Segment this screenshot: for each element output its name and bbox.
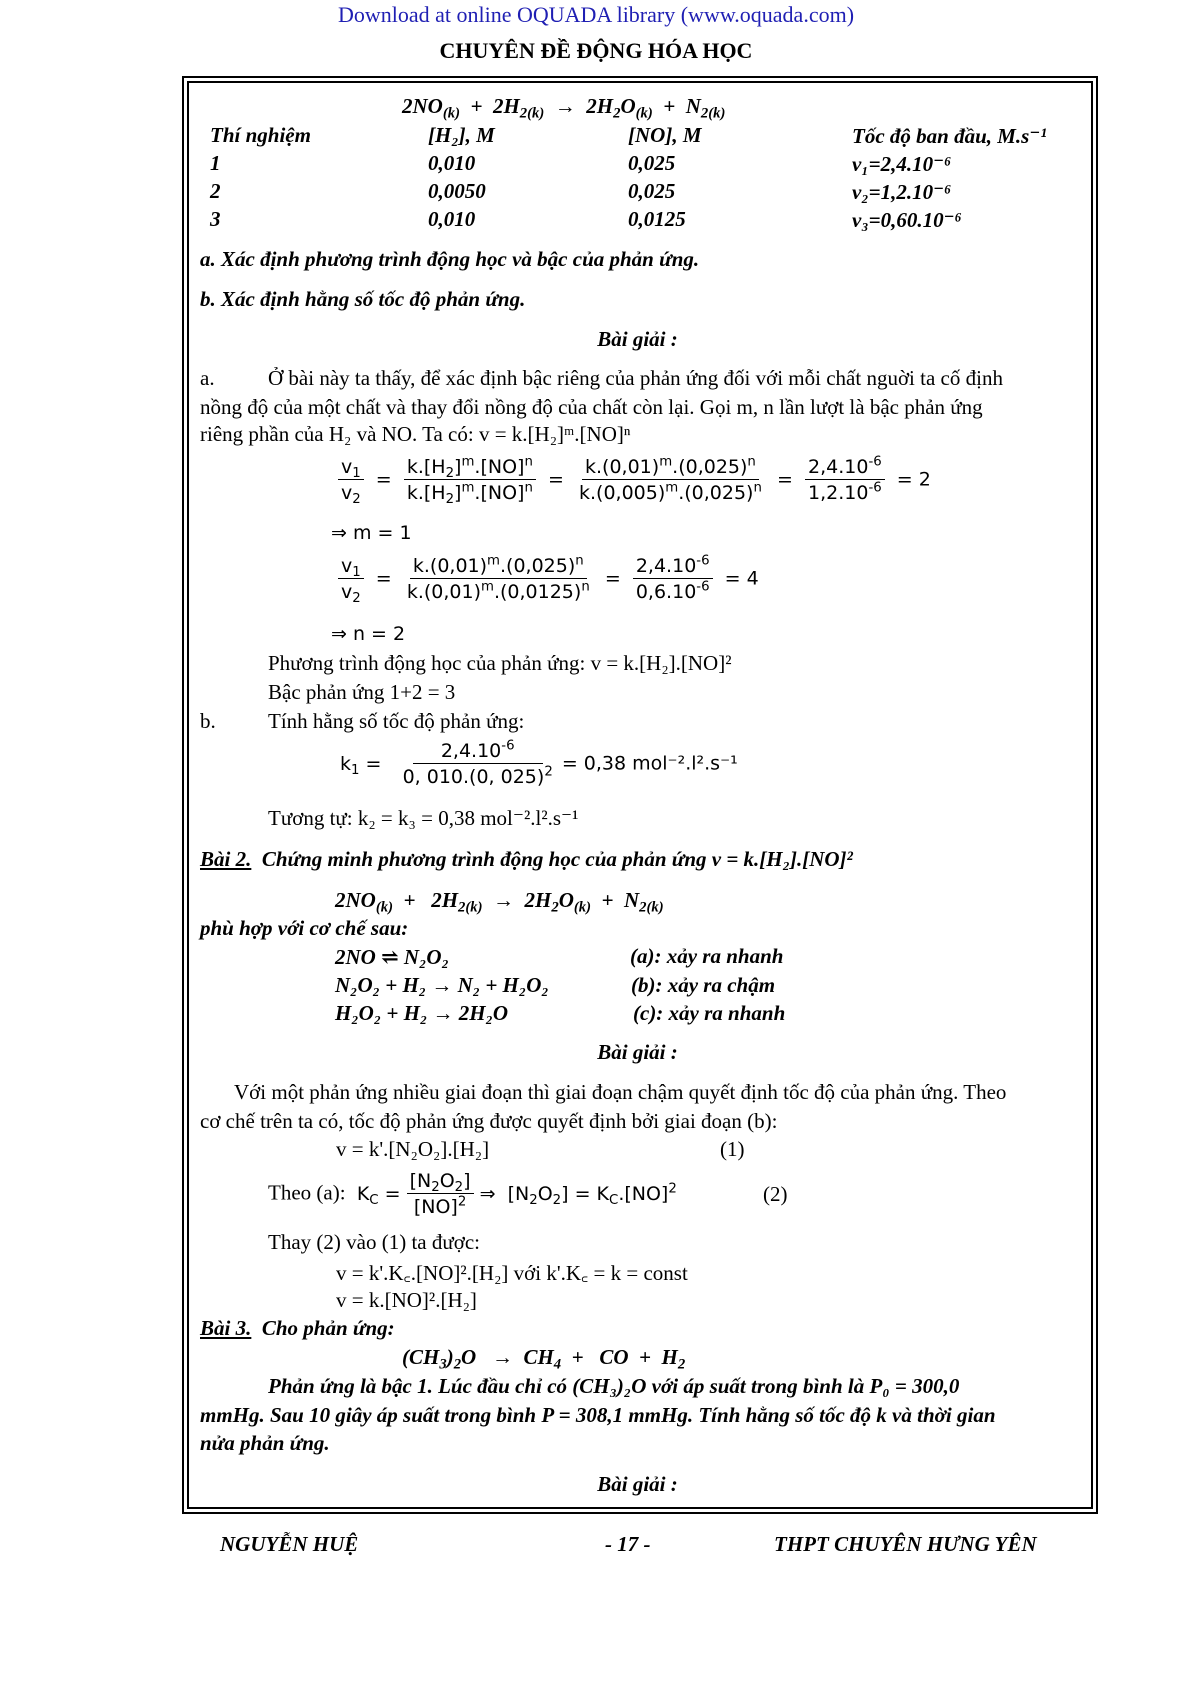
table-header: Tốc độ ban đầu, M.s⁻¹ <box>852 124 1047 148</box>
header-link[interactable]: Download at online OQUADA library (www.oquada.com) <box>337 2 855 27</box>
problem-2-para-line2: cơ chế trên ta có, tốc độ phản ứng được quyết định bởi giai đoạn (b): <box>200 1109 778 1133</box>
rate-derivation: v = k'.K꜀.[NO]².[H₂] với k'.K꜀ = k = const <box>336 1261 688 1285</box>
ratio-equation-2: $\frac{v_1}{v_2}$ = $\frac{k.(0,01)^m.(0,025)^n}{k.(0,01)^m.(0,0125)^n}$ = $\frac{2,4.10^{-6}}{0,6.10^{-6}}$ = 4 <box>338 555 759 603</box>
table-cell: 2 <box>210 179 221 203</box>
solution-b-text: Tính hằng số tốc độ phản ứng: <box>268 709 525 733</box>
table-cell: 0,0050 <box>428 179 486 203</box>
substitution-text: Thay (2) vào (1) ta được: <box>268 1230 480 1254</box>
problem-3-heading <box>200 1316 395 1341</box>
solution-a-label: a. <box>200 366 215 390</box>
table-cell: v₃=0,60.10⁻⁶ <box>852 208 962 232</box>
mechanism-intro: phù hợp với cơ chế sau: <box>200 916 409 940</box>
n-result: ⇒ n = 2 <box>331 623 406 645</box>
footer-author: NGUYỄN HUỆ <box>220 1532 359 1556</box>
ratio-equation-1: $\frac{v_1}{v_2}$ = $\frac{k.[H_2]^m.[NO]^n}{k.[H_2]^m.[NO]^n}$ = $\frac{k.(0,01)^m.(0,025)^n}{k.(0,005)^m.(0,025)^n}$ = $\frac{2,4.10^{-6}}{1,2.10^{-6}}$ = 2 <box>338 456 931 504</box>
table-cell: 0,010 <box>428 207 476 231</box>
problem-2-label: Bài 2. <box>200 847 252 871</box>
problem-3-line3: nửa phản ứng. <box>200 1431 330 1455</box>
reaction-equation-2: $2NO_{(k)} + 2H_{2(k)} \to 2H_2O_{(k)} + N_{2(k)}$ <box>335 888 664 916</box>
mechanism-step-c: H₂O₂ + H₂ → 2H₂O <box>335 1001 509 1025</box>
mechanism-note-b: (b): xảy ra chậm <box>631 973 776 997</box>
question-a: a. Xác định phương trình động học và bậc của phản ứng. <box>200 247 700 271</box>
solution-b-label: b. <box>200 709 216 733</box>
kinetic-equation: Phương trình động học của phản ứng: v = k.[H₂].[NO]² <box>268 651 732 675</box>
problem-3-line2: mmHg. Sau 10 giây áp suất trong bình P = 308,1 mmHg. Tính hằng số tốc độ k và thời gian <box>200 1403 996 1427</box>
problem-3-label: Bài 3. <box>200 1316 252 1340</box>
rate-final: v = k.[NO]².[H₂] <box>336 1288 477 1312</box>
table-cell: 0,0125 <box>628 207 686 231</box>
m-result: ⇒ m = 1 <box>331 522 412 544</box>
equation-number-1: (1) <box>720 1137 745 1161</box>
problem-3-line1: Phản ứng là bậc 1. Lúc đầu chỉ có (CH₃)₂O với áp suất trong bình là P₀ = 300,0 <box>268 1374 960 1398</box>
reaction-order: Bậc phản ứng 1+2 = 3 <box>268 680 456 704</box>
problem-2-statement: Chứng minh phương trình động học của phản ứng v = k.[H₂].[NO]² <box>261 847 853 871</box>
table-cell: 1 <box>210 151 221 175</box>
page-title: CHUYÊN ĐỀ ĐỘNG HÓA HỌC <box>439 38 753 63</box>
solution-title-2: Bài giải : <box>597 1040 678 1064</box>
equation-number-2: (2) <box>763 1182 788 1206</box>
table-header: Thí nghiệm <box>210 123 311 147</box>
problem-2-para-line1: Với một phản ứng nhiều giai đoạn thì giai đoạn chậm quyết định tốc độ của phản ứng. Theo <box>234 1080 1007 1104</box>
table-cell: 0,010 <box>428 151 476 175</box>
footer-page-number: - 17 - <box>605 1532 651 1556</box>
problem-2-heading <box>200 847 853 872</box>
solution-title-3: Bài giải : <box>597 1472 678 1496</box>
reaction-equation-3: $(CH_3)_2O \to CH_4$ + CO + $H_2$ <box>402 1345 686 1373</box>
solution-a-line3: riêng phần của H₂ và NO. Ta có: v = k.[H₂]ᵐ.[NO]ⁿ <box>200 422 631 446</box>
mechanism-step-b: N₂O₂ + H₂ → N₂ + H₂O₂ <box>335 973 549 997</box>
table-cell: v₁=2,4.10⁻⁶ <box>852 152 952 176</box>
problem-3-intro: Cho phản ứng: <box>261 1316 395 1340</box>
k2-k3-result: Tương tự: k₂ = k₃ = 0,38 mol⁻².l².s⁻¹ <box>268 806 579 830</box>
table-header: [NO], M <box>628 123 702 147</box>
k1-equation: $k_1$ = $\frac{2,4.10^{-6}}{0, 010.(0, 025)^2}$ = 0,38 mol⁻².l².s⁻¹ <box>340 738 738 788</box>
rate-equation-b: v = k'.[N₂O₂].[H₂] <box>336 1137 490 1161</box>
solution-a-line1: Ở bài này ta thấy, để xác định bậc riêng của phản ứng đối với mỗi chất nguời ta cố định <box>268 366 1003 390</box>
table-cell: 3 <box>210 207 221 231</box>
mechanism-note-c: (c): xảy ra nhanh <box>633 1001 786 1025</box>
equilibrium-equation: Theo (a): $K_C$ = $\frac{[N_2O_2]}{[NO]^2}$ ⇒ $[N_2O_2] = K_C.[NO]^2$ <box>268 1170 677 1218</box>
k1-result: = 0,38 mol⁻².l².s⁻¹ <box>561 752 738 775</box>
footer-school: THPT CHUYÊN HƯNG YÊN <box>774 1532 1037 1556</box>
theo-a-label: Theo (a): <box>268 1180 346 1205</box>
mechanism-note-a: (a): xảy ra nhanh <box>630 944 784 968</box>
reaction-equation-1: $2NO_{(k)} + 2H_{2(k)} \to 2H_2O_{(k)} + N_{2(k)}$ <box>402 94 726 122</box>
solution-a-line2: nồng độ của một chất và thay đổi nồng độ của chất còn lại. Gọi m, n lần lượt là bậc phản ứng <box>200 395 983 419</box>
table-cell: 0,025 <box>628 179 676 203</box>
mechanism-step-a: 2NO ⇌ N₂O₂ <box>335 945 449 969</box>
table-cell: 0,025 <box>628 151 676 175</box>
table-header: [H₂], M <box>428 123 495 147</box>
solution-title-1: Bài giải : <box>597 327 678 351</box>
table-cell: v₂=1,2.10⁻⁶ <box>852 180 952 204</box>
question-b: b. Xác định hằng số tốc độ phản ứng. <box>200 287 526 311</box>
